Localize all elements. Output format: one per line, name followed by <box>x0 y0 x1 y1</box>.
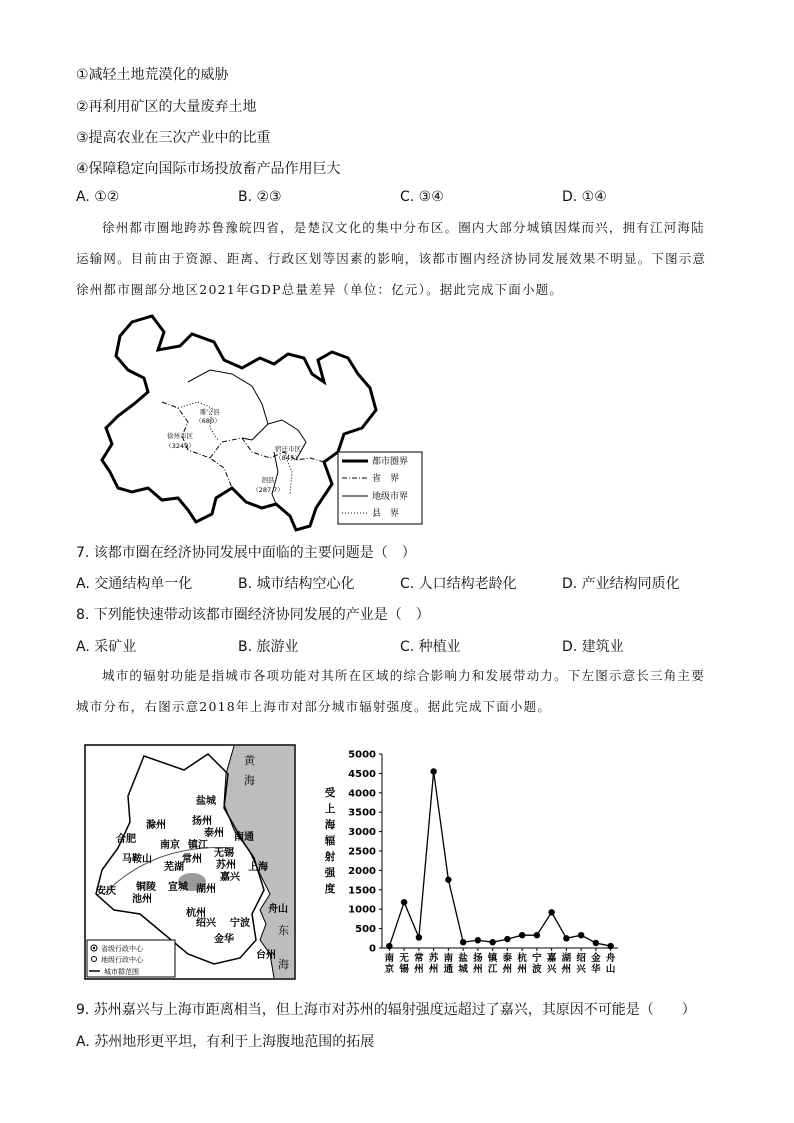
metro-boundary <box>102 316 376 530</box>
q7-option-d[interactable]: D. 产业结构同质化 <box>562 576 680 592</box>
x-tick-label: 舟 <box>605 953 616 964</box>
sea-label-huang: 黄 <box>244 754 255 767</box>
city-hefei: 合肥 <box>116 834 136 845</box>
x-tick-label: 州 <box>473 964 483 975</box>
passage-radiation: 城市的辐射功能是指城市各项功能对其所在区域的综合影响力和发展带动力。下左图示意长三角主要城市分布，右图示意2018年上海市对部分城市辐射强度。据此完成下面小题。 <box>76 668 705 714</box>
q6-option-c[interactable]: C. ③④ <box>400 189 444 205</box>
city-wuxi: 无锡 <box>214 848 234 859</box>
data-point <box>416 934 422 940</box>
radiation-chart <box>312 744 628 976</box>
y-tick-label: 2500 <box>348 846 376 858</box>
x-tick-label: 锡 <box>399 964 409 975</box>
x-tick-label: 嘉 <box>546 953 557 964</box>
data-point <box>401 899 407 905</box>
data-point <box>504 936 510 942</box>
x-tick-label: 州 <box>502 964 513 975</box>
y-tick-label: 3000 <box>348 827 376 839</box>
x-tick-label: 兴 <box>546 964 557 975</box>
x-tick-label: 华 <box>591 964 601 975</box>
chart-y-axis <box>348 750 382 955</box>
x-tick-label: 南 <box>384 953 395 964</box>
q6-item-2: ②再利用矿区的大量废弃土地 <box>76 99 257 115</box>
city-zhenjiang: 镇江 <box>188 840 208 851</box>
data-point <box>519 932 525 938</box>
q7-stem: 7. 该都市圈在经济协同发展中面临的主要问题是（ ） <box>76 545 416 561</box>
city-maanshan: 马鞍山 <box>122 854 152 865</box>
q8-stem: 8. 下列能快速带动该都市圈经济协同发展的产业是（ ） <box>76 607 430 623</box>
y-label-char: 强 <box>324 867 336 879</box>
y-tick-label: 500 <box>355 924 376 936</box>
city-changzhou: 常州 <box>182 854 202 865</box>
sea-label-hai1: 海 <box>244 774 255 787</box>
q8-option-c[interactable]: C. 种植业 <box>400 639 461 655</box>
sea-label-hai2: 海 <box>278 958 289 971</box>
map-value-suqian: （847） <box>275 454 301 462</box>
city-ningbo: 宁波 <box>230 918 250 929</box>
y-tick-label: 1500 <box>348 885 376 897</box>
y-tick-label: 5000 <box>348 749 376 761</box>
x-tick-label: 京 <box>384 964 395 975</box>
city-tongling: 铜陵 <box>136 882 156 893</box>
city-anqing: 安庆 <box>96 886 116 897</box>
x-tick-label: 扬 <box>473 953 483 964</box>
city-xuancheng: 宣城 <box>168 882 188 893</box>
q6-item-3: ③提高农业在三次产业中的比重 <box>76 130 271 146</box>
q6-item-4: ④保障稳定向国际市场投放畜产品作用巨大 <box>76 161 341 177</box>
q8-option-a[interactable]: A. 采矿业 <box>76 639 137 655</box>
city-nanjing: 南京 <box>160 840 180 851</box>
city-taizhou-zj: 台州 <box>256 950 276 961</box>
x-tick-label: 宁 <box>532 953 542 964</box>
city-yangzhou: 扬州 <box>192 816 212 827</box>
x-tick-label: 波 <box>532 964 542 975</box>
city-wuhu: 芜湖 <box>164 862 184 873</box>
city-shaoxing: 绍兴 <box>196 918 216 929</box>
map-label-suqian: 宿迁市区 <box>275 445 301 453</box>
map-label-suining: 睢宁县 <box>200 408 220 416</box>
data-point <box>489 939 495 945</box>
x-tick-label: 杭 <box>517 953 527 964</box>
city-suzhou: 苏州 <box>216 860 236 871</box>
legend-province: 省 界 <box>372 474 400 484</box>
y-tick-label: 4000 <box>348 788 376 800</box>
y-tick-label: 4500 <box>348 768 376 780</box>
map-label-sixian: 泗县 <box>261 476 275 484</box>
x-tick-label: 南 <box>443 953 454 964</box>
sea-label-dong: 东 <box>278 924 289 937</box>
data-point <box>548 909 554 915</box>
q9-option-a[interactable]: A. 苏州地形更平坦，有利于上海腹地范围的拓展 <box>76 1034 375 1050</box>
x-tick-label: 苏 <box>428 953 439 964</box>
passage-xuzhou: 徐州都市圈地跨苏鲁豫皖四省，是楚汉文化的集中分布区。圈内大部分城镇因煤而兴，拥有江河海陆运输网。目前由于资源、距离、行政区划等因素的影响，该都市圈内经济协同发展效果不明显。下图示意徐州都市圈部分地区2021年GDP总量差异（单位：亿元）。据此完成下面小题。 <box>76 220 707 297</box>
q6-option-b[interactable]: B. ②③ <box>238 189 282 205</box>
x-tick-label: 州 <box>561 964 572 975</box>
y-label-char: 海 <box>324 819 336 831</box>
data-point <box>563 935 569 941</box>
yangtze-delta-map <box>84 744 296 980</box>
x-tick-label: 无 <box>399 953 409 964</box>
city-huzhou: 湖州 <box>196 884 216 895</box>
q8-option-b[interactable]: B. 旅游业 <box>238 639 299 655</box>
chart-x-axis <box>382 948 618 975</box>
city-yancheng: 盐城 <box>196 796 216 807</box>
y-tick-label: 3500 <box>348 807 376 819</box>
x-tick-label: 州 <box>517 964 527 975</box>
city-taizhou-js: 泰州 <box>204 828 224 839</box>
x-tick-label: 江 <box>487 964 498 975</box>
data-point <box>460 939 466 945</box>
q6-item-1: ①减轻土地荒漠化的威胁 <box>76 67 229 83</box>
city-chuzhou: 滁州 <box>146 820 166 831</box>
data-point <box>578 932 584 938</box>
x-tick-label: 金 <box>591 953 601 964</box>
y-tick-label: 0 <box>369 943 376 955</box>
x-tick-label: 山 <box>605 964 616 975</box>
city-chizhou: 池州 <box>132 894 152 905</box>
legend-city-cluster: 城市群范围 <box>104 968 139 976</box>
chart-series <box>386 768 614 949</box>
city-shanghai: 上海 <box>248 862 268 873</box>
city-jiaxing: 嘉兴 <box>220 872 240 883</box>
q7-option-a[interactable]: A. 交通结构单一化 <box>76 576 193 592</box>
y-label-char: 上 <box>324 803 336 815</box>
series-line <box>389 771 610 946</box>
legend-county: 县 界 <box>372 509 400 519</box>
y-tick-label: 2000 <box>348 865 376 877</box>
data-point <box>445 877 451 883</box>
x-tick-label: 盐 <box>458 953 468 964</box>
y-label-char: 射 <box>324 851 336 863</box>
data-point <box>475 937 481 943</box>
map-value-sixian: （287.7） <box>252 486 284 494</box>
x-tick-label: 通 <box>443 964 454 975</box>
q9-stem: 9. 苏州嘉兴与上海市距离相当，但上海市对苏州的辐射强度远超过了嘉兴，其原因不可能是（ ） <box>76 1002 696 1018</box>
y-label-char: 度 <box>324 883 336 895</box>
legend-prefecture-center: 地级行政中心 <box>101 956 143 964</box>
y-label-char: 受 <box>324 787 336 799</box>
x-tick-label: 州 <box>428 964 439 975</box>
legend-metro: 都市圈界 <box>372 457 409 467</box>
x-tick-label: 绍 <box>576 953 586 964</box>
data-point <box>593 940 599 946</box>
q8-option-d[interactable]: D. 建筑业 <box>562 639 624 655</box>
y-label-char: 辐 <box>324 835 336 847</box>
legend-city: 地级市界 <box>372 492 409 502</box>
city-jinhua: 金华 <box>214 934 234 945</box>
x-tick-label: 湖 <box>561 953 572 964</box>
x-tick-label: 泰 <box>502 953 513 964</box>
data-point <box>607 943 613 949</box>
q7-option-c[interactable]: C. 人口结构老龄化 <box>400 576 517 592</box>
chart-ylabel <box>324 786 336 895</box>
x-tick-label: 镇 <box>487 953 498 964</box>
q6-option-a[interactable]: A. ①② <box>76 189 120 205</box>
map-value-xuzhou: （3249） <box>165 442 195 450</box>
map-label-xuzhou: 徐州市区 <box>167 432 193 440</box>
x-tick-label: 常 <box>414 953 424 964</box>
city-zhoushan: 舟山 <box>268 904 288 915</box>
x-tick-label: 兴 <box>576 964 586 975</box>
legend-provincial-center: 省级行政中心 <box>101 945 143 953</box>
data-point <box>430 768 436 774</box>
city-nantong: 南通 <box>234 832 254 843</box>
x-tick-label: 州 <box>414 964 424 975</box>
city-hangzhou: 杭州 <box>186 908 206 919</box>
y-tick-label: 1000 <box>348 904 376 916</box>
map-value-suining: （680） <box>195 417 221 425</box>
q7-option-b[interactable]: B. 城市结构空心化 <box>238 576 355 592</box>
xuzhou-map <box>92 312 432 532</box>
data-point <box>386 943 392 949</box>
x-tick-label: 城 <box>458 964 468 975</box>
data-point <box>534 932 540 938</box>
q6-option-d[interactable]: D. ①④ <box>562 189 607 205</box>
